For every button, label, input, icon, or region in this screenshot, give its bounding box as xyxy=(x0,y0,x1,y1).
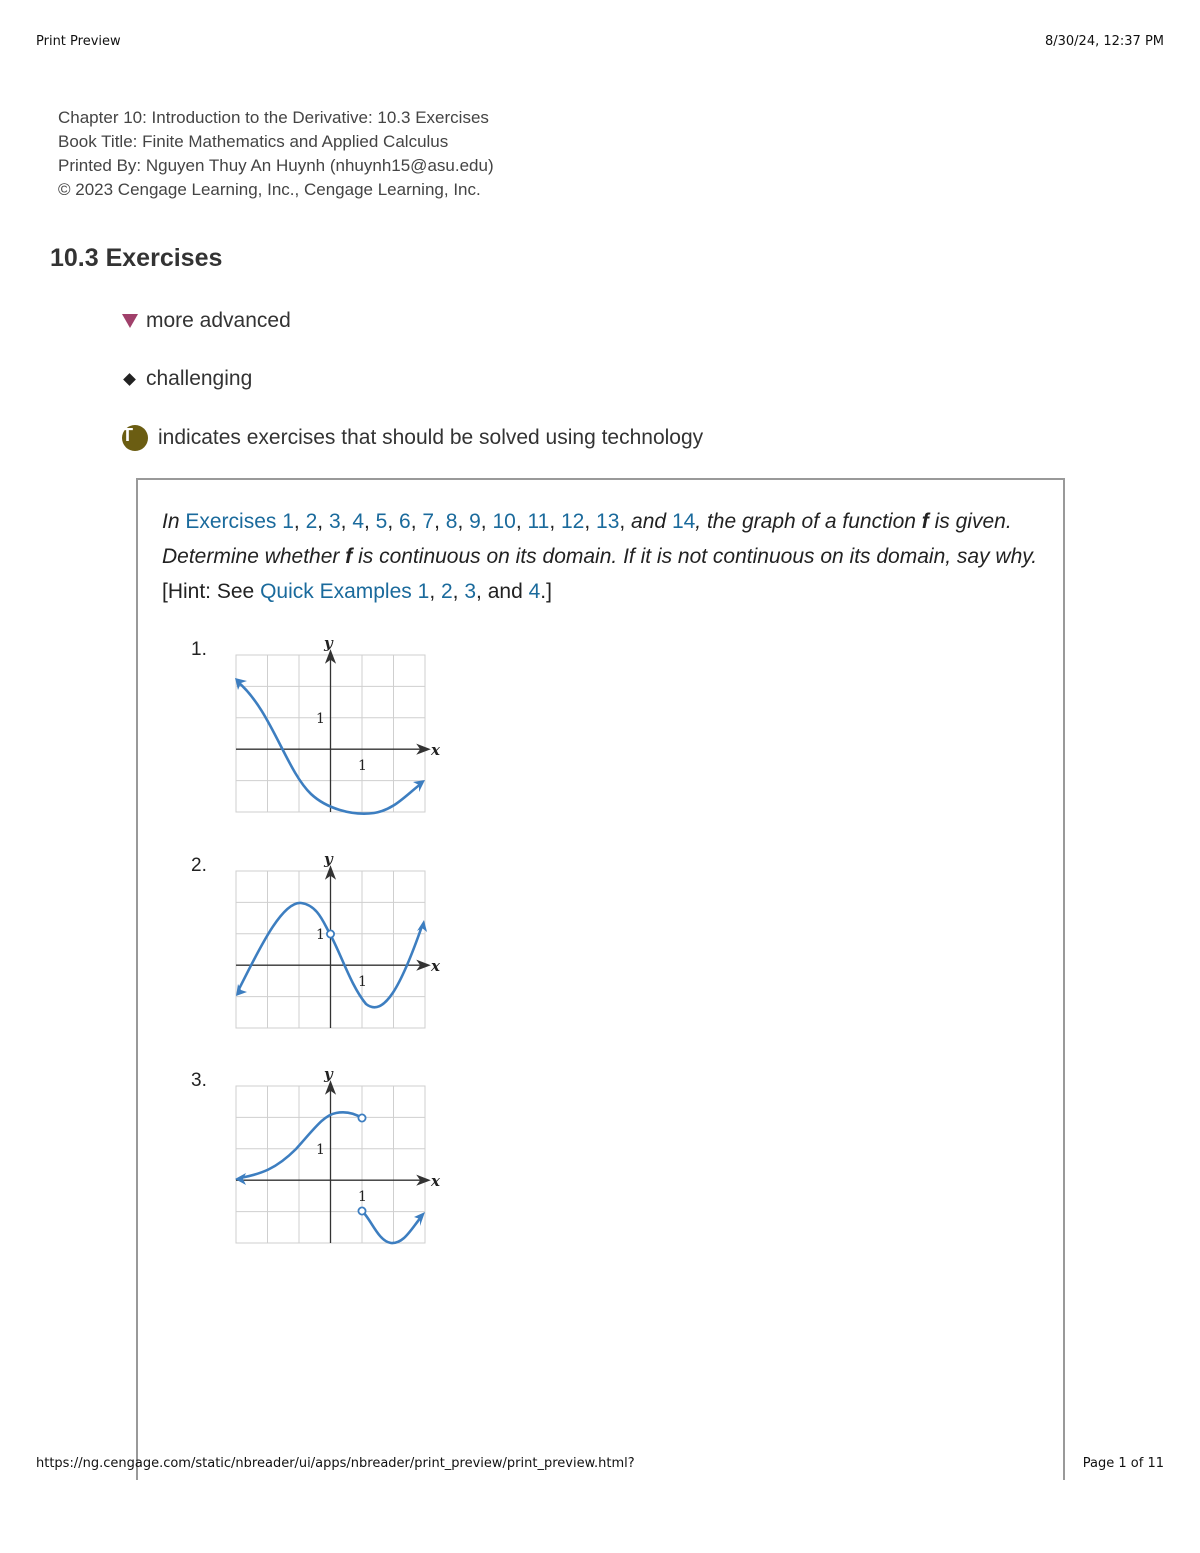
instr-text1: , the graph of a function xyxy=(695,510,922,533)
function-curve-left xyxy=(240,1112,362,1178)
exercise-number: 1. xyxy=(191,639,207,660)
copyright-line: © 2023 Cengage Learning, Inc., Cengage Learning, Inc. xyxy=(58,180,481,199)
exercise-link-10[interactable]: 10 xyxy=(492,510,516,533)
curve-arrow-left xyxy=(235,1173,246,1185)
triangle-icon xyxy=(122,314,138,328)
exercise-number: 2. xyxy=(191,855,207,876)
chapter-line: Chapter 10: Introduction to the Derivative: 10.3 Exercises xyxy=(58,108,489,127)
exercise-link-11[interactable]: 11 xyxy=(527,510,550,533)
exercise-link-13[interactable]: 13 xyxy=(596,510,620,533)
legend-challenging xyxy=(122,367,252,391)
exercise-link-12[interactable]: 12 xyxy=(560,510,585,533)
function-curve-right xyxy=(362,1211,422,1243)
exercise-link-8[interactable]: 8 xyxy=(445,510,458,533)
function-symbol: f xyxy=(921,510,929,533)
printed-by-line: Printed By: Nguyen Thuy An Huynh (nhuynh15@asu.edu) xyxy=(58,156,494,175)
exercise-link-14[interactable]: 14 xyxy=(671,510,696,533)
x-axis-label: x xyxy=(431,1172,440,1190)
y-axis-label: y xyxy=(324,634,333,652)
exercise-2-graph xyxy=(226,846,456,1036)
exercise-link-4[interactable]: 4 xyxy=(352,510,364,533)
open-circle-marker xyxy=(358,1114,365,1121)
exercise-3-graph xyxy=(226,1061,456,1251)
instr-prefix: In xyxy=(162,510,180,533)
legend-technology xyxy=(122,425,703,451)
technology-icon: T xyxy=(122,425,148,451)
exercise-instructions xyxy=(162,504,1042,609)
x-axis-label: x xyxy=(431,741,440,759)
book-title-line: Book Title: Finite Mathematics and Applied Calculus xyxy=(58,132,449,151)
quick-example-link-3[interactable]: 3 xyxy=(464,580,477,603)
exercise-link-5[interactable]: 5 xyxy=(375,510,388,533)
quick-example-link-1[interactable]: 1 xyxy=(417,580,430,603)
hint-and: and xyxy=(487,580,523,603)
y-axis-label: y xyxy=(324,850,333,868)
x-tick-label: 1 xyxy=(358,974,367,990)
diamond-icon xyxy=(123,373,136,386)
exercise-link-3[interactable]: 3 xyxy=(328,510,341,533)
y-axis-label: y xyxy=(324,1065,333,1083)
exercises-link[interactable]: Exercises xyxy=(185,510,277,533)
legend-challenging-label: challenging xyxy=(146,367,253,390)
y-tick-label: 1 xyxy=(316,711,325,727)
open-circle-marker xyxy=(358,1207,365,1214)
y-tick-label: 1 xyxy=(316,927,325,943)
exercise-number: 3. xyxy=(191,1070,207,1091)
quick-examples-link[interactable]: Quick Examples xyxy=(260,580,412,603)
exercise-number-links: 1, 2, 3, 4, 5, 6, 7, 8, 9, 10, 11, 12, 13, xyxy=(282,510,632,533)
exercise-link-2[interactable]: 2 xyxy=(305,510,318,533)
open-circle-marker xyxy=(327,930,334,937)
print-preview-label: Print Preview xyxy=(36,34,121,49)
hint-open: [Hint: See xyxy=(162,580,261,603)
x-tick-label: 1 xyxy=(358,1189,367,1205)
document-meta xyxy=(58,106,494,202)
quick-example-link-4[interactable]: 4 xyxy=(528,580,541,603)
legend-advanced xyxy=(122,309,291,333)
hint-close: .] xyxy=(540,580,552,603)
exercise-1-graph xyxy=(226,630,456,820)
legend-advanced-label: more advanced xyxy=(146,309,291,332)
function-symbol: f xyxy=(345,545,353,568)
y-tick-label: 1 xyxy=(316,1142,325,1158)
page-url: https://ng.cengage.com/static/nbreader/ui/apps/nbreader/print_preview/print_preview.html? xyxy=(36,1456,635,1471)
instr-text2: is given. Determine whether xyxy=(162,510,1012,568)
exercise-link-1[interactable]: 1 xyxy=(282,510,294,533)
page-number: Page 1 of 11 xyxy=(1082,1456,1164,1471)
x-tick-label: 1 xyxy=(358,758,367,774)
quick-example-link-2[interactable]: 2 xyxy=(440,580,453,603)
page-title: 10.3 Exercises xyxy=(50,244,223,272)
instr-text3: is continuous on its domain. If it is not continuous on its domain, say why. xyxy=(352,545,1038,568)
instr-and: and xyxy=(631,510,667,533)
legend-technology-label: indicates exercises that should be solved using technology xyxy=(158,426,704,449)
x-axis-label: x xyxy=(431,957,440,975)
exercise-link-7[interactable]: 7 xyxy=(422,510,435,533)
print-timestamp: 8/30/24, 12:37 PM xyxy=(1044,34,1164,49)
exercise-link-6[interactable]: 6 xyxy=(399,510,411,533)
quick-example-links: 1, 2, 3, xyxy=(417,580,482,603)
exercise-link-9[interactable]: 9 xyxy=(469,510,481,533)
